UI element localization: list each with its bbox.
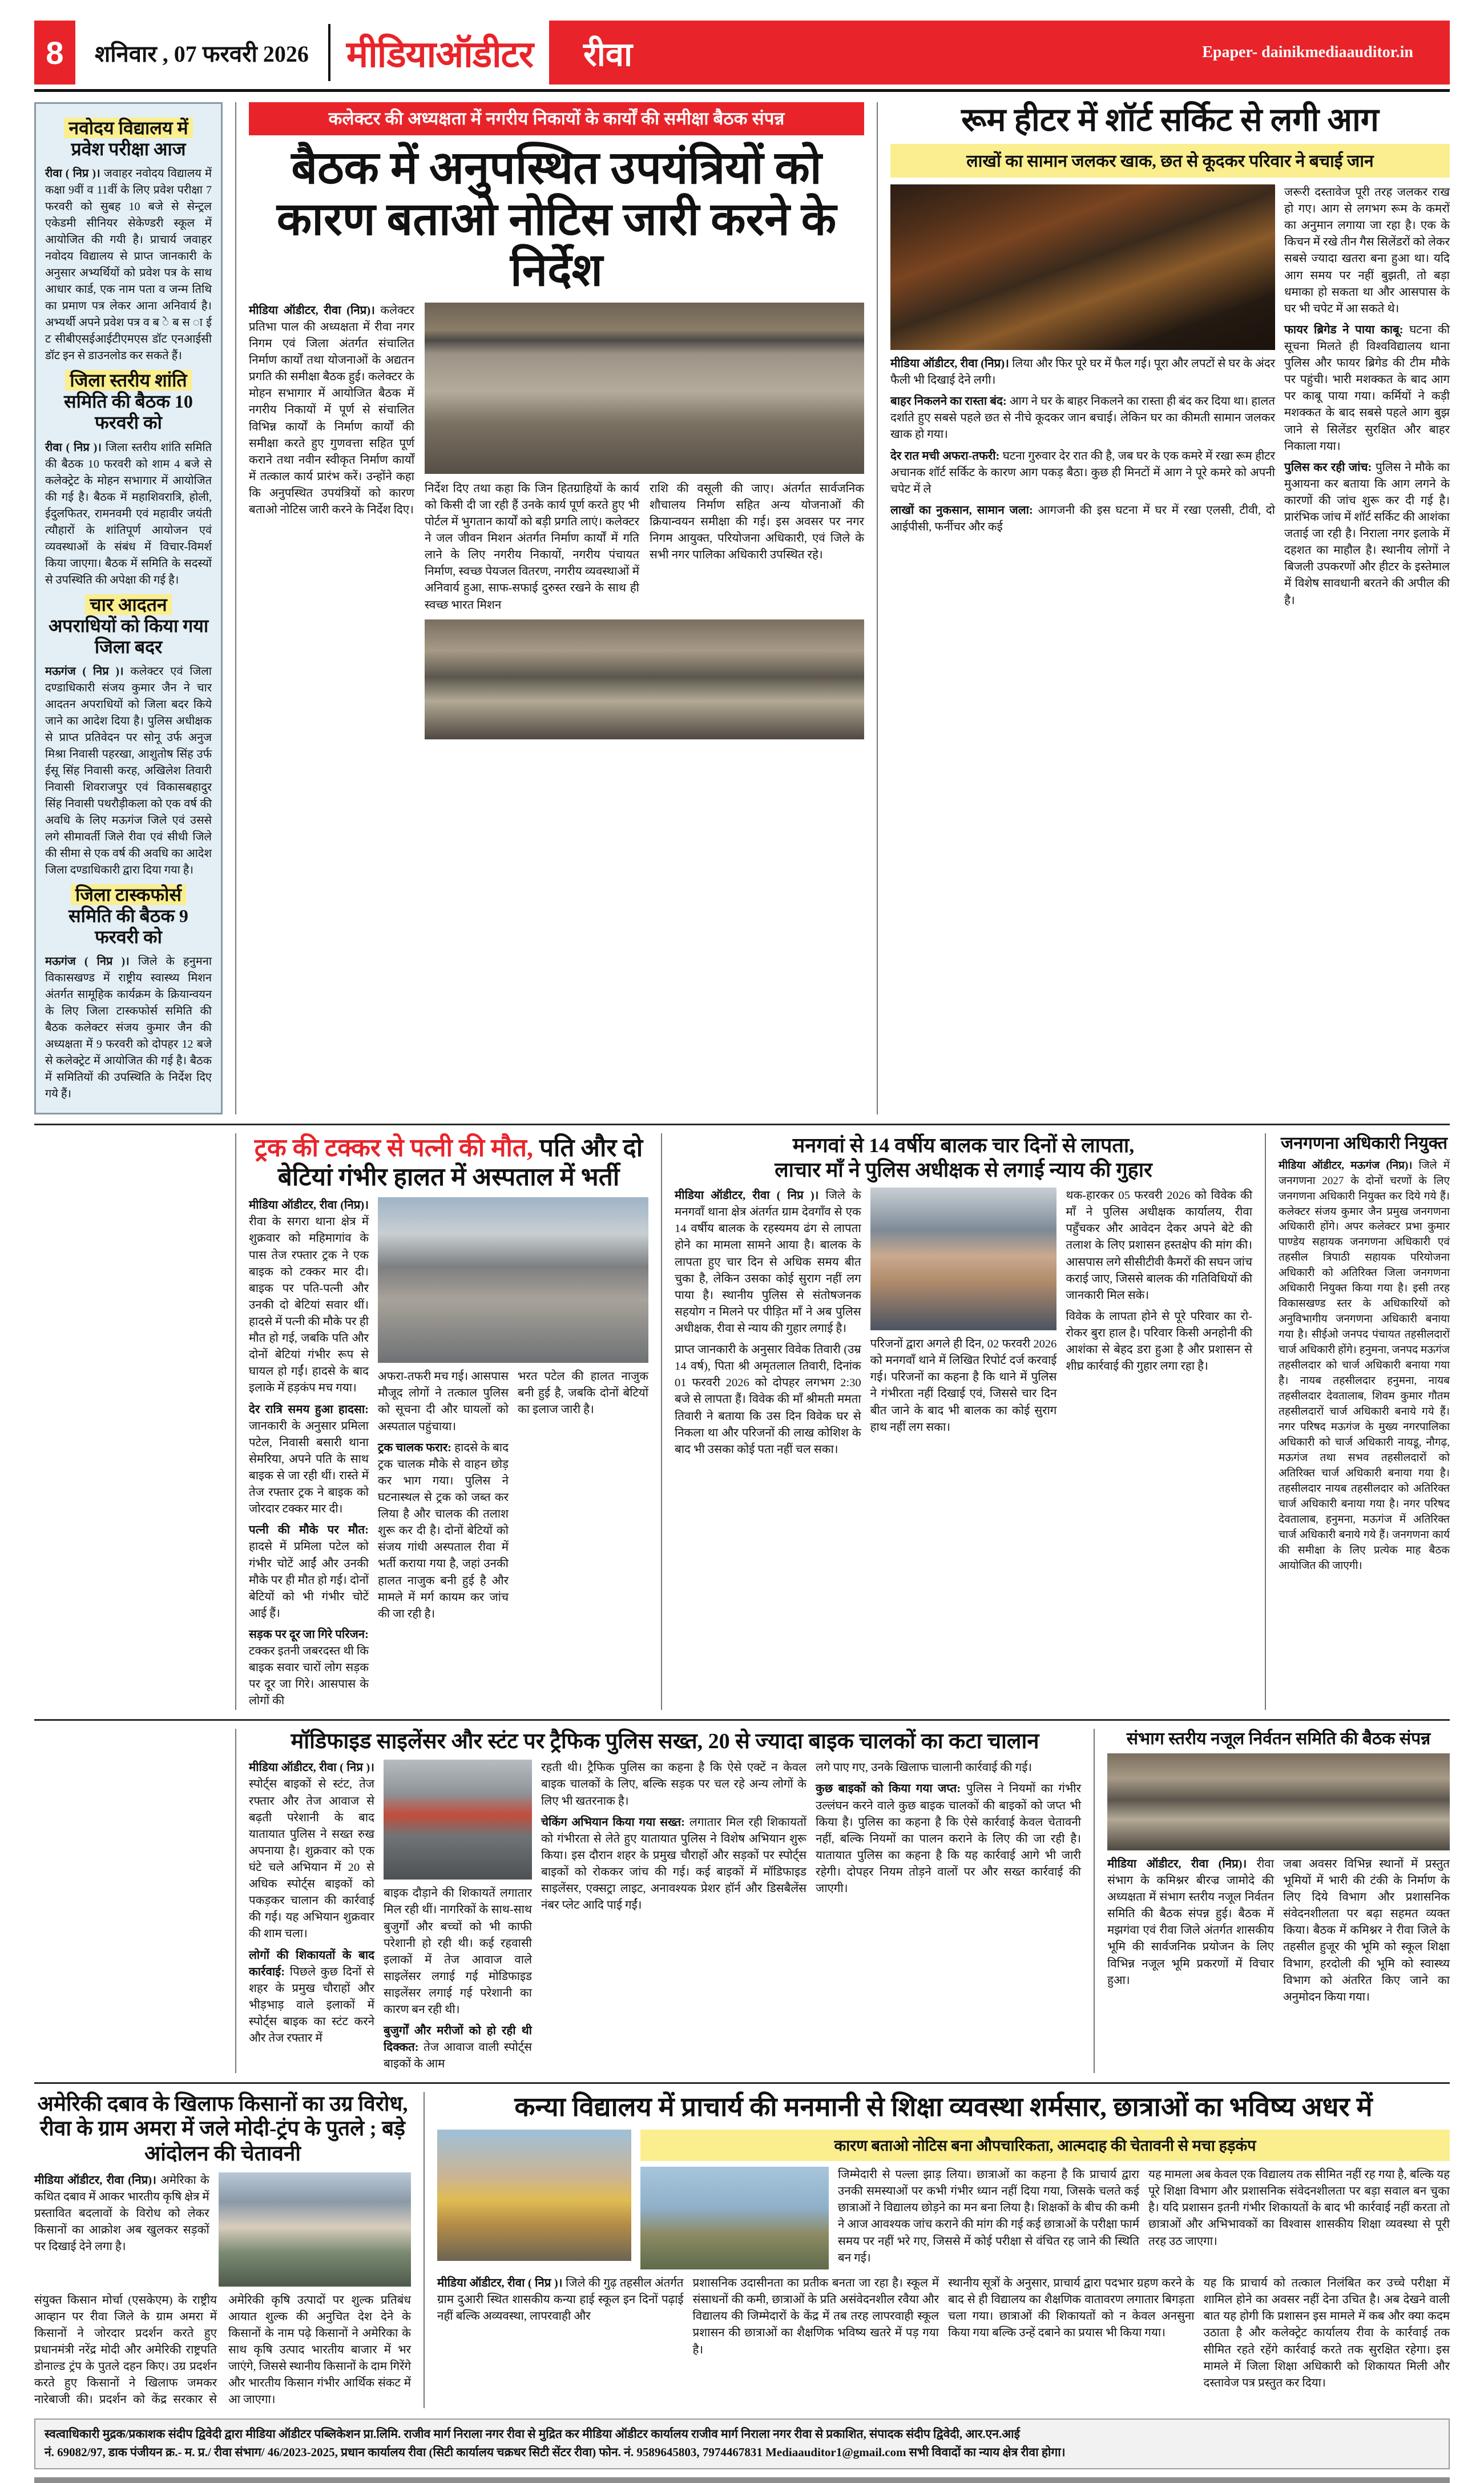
- footer-imprint: [34, 2418, 1450, 2469]
- footer-line-2: नं. 69082/97, डाक पंजीयन क्र.- म. प्र./ रीवा संभाग/ 46/2023-2025, प्रधान कार्यालय रीवा (सिटी कार्यालय चक्रधर सिटी सेंटर रीवा) फोन. नं. 9589645803, 7974467831 Mediaauditor1@gmail.com सभी विवादों का न्याय क्षेत्र रीवा होगा।: [45, 2445, 1066, 2459]
- missing-boy-col2b: परिजनों द्वारा अगले ही दिन, 02 फरवरी 2026 को मनगवाँ थाने में लिखित रिपोर्ट दर्ज करवाई गई। परिजनों का कहना है कि थाने में पुलिस ने गंभीरता नहीं दिखाई एवं, जिससे चार दिन बीत जाने के बाद भी बालक का कोई सुराग हाथ नहीं लग सका।: [870, 1338, 1057, 1434]
- fire-sub-a-body: आग ने घर के बाहर निकलने का रास्ता ही बंद कर दिया था। हालत दर्शाते हुए सबसे पहले छत से नीचे कूदकर जान बचाई। लेकिन घर का कीमती सामान जलकर खाक हो गया।: [890, 395, 1275, 441]
- farmers-col1: [34, 2172, 209, 2256]
- lead-col1-text: कलेक्टर प्रतिभा पाल की अध्यक्षता में रीवा नगर निगम एवं जिला अंतर्गत संचालित निर्माण कार्यों तथा योजनाओं के अद्यतन प्रगति की समीक्षा बैठक हुई। कलेक्टर के मोहन सभागार में आयोजित बैठक में नगरीय निकायों में पूर्ण से संचालित विभिन्न कार्यों के निर्माण कार्यों की समीक्षा करते हुए गुणवत्ता सहित पूर्ण कराने तथा नवीन स्वीकृत निर्माण कार्यों में तत्काल कार्य प्रारंभ करें। उन्होंने कहा कि अनुपस्थित उपयंत्रियों को कारण बताओ नोटिस जारी करने के निर्देश दिए।: [249, 304, 415, 517]
- truck-headline: [249, 1133, 648, 1192]
- truck-sub-2: [249, 1522, 369, 1622]
- traffic-story: [249, 1729, 1081, 2073]
- column-divider: [1265, 1133, 1266, 1709]
- truck-sub-4: [378, 1440, 509, 1623]
- missing-boy-col1: [675, 1188, 861, 1337]
- truck-sub-4-title: ट्रक चालक फरार:: [378, 1441, 452, 1454]
- lead-headline: बैठक में अनुपस्थित उपयंत्रियों को कारण बताओ नोटिस जारी करने के निर्देश: [276, 143, 837, 296]
- traffic-col3a: रहती थी। ट्रैफिक पुलिस का कहना है कि ऐसे एक्टें न केवल बाइक चालकों के लिए, बल्कि सड़क पर चल रहे अन्य लोगों के लिए भी खतरनाक है।: [541, 1761, 806, 1808]
- top-section: [34, 102, 1450, 1114]
- sidebar-item-navodaya: [45, 118, 212, 364]
- sidebar-body: [45, 440, 212, 589]
- traffic-col1-text: स्पोर्ट्स बाइकों से स्टंट, तेज रफ्तार और तेज आवाज से बढ़ती परेशानी के बाद यातायात पुलिस ने सख्त रुख अपनाया है। शुक्रवार को एक घंटे चले अभियान में 20 से अधिक स्पोर्ट्स बाइकों को पकड़कर चालान की कार्रवाई की गई। यह अभियान शुक्रवार की शाम चला।: [249, 1778, 374, 1941]
- lead-story: [249, 102, 864, 1114]
- sidebar-headline-rest: समिति की बैठक 10 फरवरी को: [64, 391, 193, 433]
- sidebar-body-text: जिले के हनुमना विकासखण्ड में राष्ट्रीय स्वास्थ्य मिशन अंतर्गत सामूहिक कार्यक्रम के क्रियान्वयन के लिए जिला टास्कफोर्स समिति की बैठक कलेक्टर संजय कुमार जैन की अध्यक्षता में 9 फरवरी को दोपहर 12 बजे से कलेक्ट्रेट में आयोजित की गई है। बैठक में समितियों की उपस्थिति के निर्देश दिए गये हैं।: [45, 955, 212, 1101]
- column-divider: [877, 102, 878, 1114]
- school-col4b: यह कि प्राचार्य को तत्काल निलंबित कर उच्चे परीक्षा में शामिल होने का अवसर नहीं देना उचित है। अब देखने वाली बात यह होगी कि प्रशासन इस मामले में कब और क्या कदम उठाता है और कलेक्ट्रेट कार्यालय रीवा के कार्रवाई तक सीमित रहते रहेंगे कार्रवाई करते तक सुरक्षित रहेगा। इस मामले में जिला शिक्षा अधिकारी को शिकायत मिली और दस्तावेज पत्र प्रस्तुत कर दिया।: [1203, 2277, 1450, 2389]
- sidebar-headline-rest: समिति की बैठक 9 फरवरी को: [68, 905, 188, 948]
- truck-body-col1: [249, 1197, 369, 1397]
- sidebar-headline-rest: प्रवेश परीक्षा आज: [71, 139, 186, 160]
- sidebar-body: [45, 953, 212, 1102]
- edition-bar: [549, 21, 1450, 84]
- sidebar-body: [45, 166, 212, 364]
- fire-sub-c-body: आगजनी की इस घटना में घर में रखा एलसी, टीवी, दो आईपीसी, फर्नीचर और कई: [890, 504, 1275, 533]
- traffic-sub-2-body: तेज आवाज वाली स्पोर्ट्स बाइकों के आम: [384, 2041, 532, 2071]
- section-divider: [34, 2082, 1450, 2084]
- farmers-protest-story: [34, 2092, 411, 2409]
- school-col1: [437, 2275, 684, 2325]
- sidebar-item-taskforce: [45, 884, 212, 1102]
- truck-headline-red: ट्रक की टक्कर से पत्नी की मौत,: [254, 1134, 533, 1162]
- lead-photo-officials: [425, 619, 864, 739]
- column-divider: [235, 1133, 236, 1709]
- fire-sub-c: [890, 502, 1275, 536]
- middle-left-spacer: [34, 1133, 223, 1709]
- fire-sub-3: [1284, 460, 1450, 609]
- dateline: रीवा ( निप्र )।: [45, 167, 100, 180]
- section-divider: [34, 1719, 1450, 1721]
- census-headline: जनगणना अधिकारी नियुक्त: [1281, 1134, 1447, 1153]
- sidebar-headline: [45, 370, 212, 433]
- fire-sub-2-title: फायर ब्रिगेड ने पाया काबू:: [1284, 323, 1404, 336]
- page-number-badge: [34, 21, 75, 84]
- fire-photo-burnt-room: [890, 184, 1275, 350]
- masthead: [34, 21, 1450, 84]
- fire-body-col-right: जरूरी दस्तावेज पूरी तरह जलकर राख हो गए। आग से लगभग रूम के कमरों का अनुमान लगाया जा रहा है। एक के किचन में रखे तीन गैस सिलेंडरों को लेकर सबसे ज्यादा खतरा बना हुआ था। यदि आग समय पर नहीं बुझती, तो बड़ा धमाका हो सकता था और आसपास के घर भी चपेट में आ सकते थे।: [1284, 186, 1450, 315]
- sidebar-headline: [45, 594, 212, 658]
- lead-kicker: कलेक्टर की अध्यक्षता में नगरीय निकायों के कार्यों की समीक्षा बैठक संपन्न: [249, 102, 864, 135]
- fire-sub-c-title: लाखों का नुकसान, सामान जला:: [890, 504, 1033, 517]
- fire-sub-b-body: घटना गुरुवार देर रात की है, जब घर के एक कमरे में रखा रूम हीटर अचानक शॉर्ट सर्किट के कारण आग पकड़ बैठा। कुछ ही मिनटों में आग ने पूरे कमरे को अपनी चपेट में ले: [890, 449, 1275, 496]
- middle-section: [34, 1133, 1450, 1709]
- missing-boy-col3a: थक-हारकर 05 फरवरी 2026 को विवेक की माँ ने पुलिस अधीक्षक कार्यालय, रीवा पहुँचकर और आवेदन देकर अपने बेटे की तलाश के लिए प्रशासन हस्तक्षेप की मांग की। आसपास लगे सीसीटीवी कैमरों की सघन जांच कराई जाए, जिससे बालक की गतिविधियों की जानकारी मिल सके।: [1066, 1189, 1253, 1302]
- edition-name: रीवा: [583, 35, 632, 73]
- truck-photo-accident: [378, 1197, 648, 1363]
- column-divider: [1094, 1729, 1095, 2073]
- divisional-col1: [1107, 1856, 1274, 1989]
- truck-body-col2a: अफरा-तफरी मच गई। आसपास मौजूद लोगों ने तत्काल पुलिस को सूचना दी और घायलों को अस्पताल पहुंचाया।: [378, 1370, 509, 1433]
- missing-boy-headline: [675, 1133, 1252, 1182]
- traffic-section: [34, 1729, 1450, 2073]
- sidebar-headline: [45, 118, 212, 160]
- fire-sub-b-title: देर रात मची अफरा-तफरी:: [890, 449, 1000, 462]
- sidebar-headline-highlight: जिला स्तरीय शांति: [65, 370, 191, 391]
- school-col3b: जिम्मेदारी से पल्ला झाड़ लिया। छात्राओं का कहना है कि प्राचार्य द्वारा उनकी समस्याओं पर कभी गंभीर ध्यान नहीं दिया गया, जिसके चलते कई छात्राओं ने विद्यालय छोड़ने का मन बना लिया है। शिक्षकों के बीच की कमी ने आज आवश्यक जांच कराने की मांग की गई कई छात्राओं के परीक्षा फार्म समय पर नहीं भरे गए, जिससे में कोई परीक्षा से वंचित रह जाने की स्थिति बन गई।: [838, 2168, 1139, 2264]
- column-divider: [661, 1133, 662, 1709]
- traffic-sub-4: [816, 1781, 1081, 1897]
- dateline: मीडिया ऑडीटर, रीवा (निप्र)।: [1107, 1857, 1247, 1870]
- farmers-col1-text: अमेरिका के कथित दबाव में आकर भारतीय कृषि क्षेत्र में प्रस्तावित बदलावों के विरोध को लेकर किसानों का आक्रोश अब खुलकर सड़कों पर दिखाई देने लगा है।: [34, 2174, 209, 2253]
- fire-col-mid-text: लिया और फिर पूरे घर में फैल गई। पूरा और लपटों से घर के अंदर फैली भी दिखाई देने लगी।: [890, 357, 1275, 387]
- traffic-sub-3: [541, 1814, 806, 1914]
- divisional-headline: संभाग स्तरीय नजूल निर्वतन समिति की बैठक संपन्न: [1126, 1729, 1431, 1748]
- sidebar-headline: [45, 884, 212, 948]
- epaper-url[interactable]: Epaper- dainikmediaauditor.in: [1202, 43, 1413, 61]
- sidebar-headline-highlight: नवोदय विद्यालय में: [64, 118, 192, 138]
- lead-body-col3: राशि की वसूली की जाए। अंतर्गत सार्वजनिक शौचालय निर्माण सहित अन्य योजनाओं की क्रियान्वयन समीक्षा की गई। इस अवसर पर नगर निगम आयुक्त, परियोजना अधिकारी, एवं जिले के सभी नगर पालिका अधिकारी उपस्थित रहे।: [650, 482, 864, 562]
- missing-boy-photo: [870, 1188, 1057, 1330]
- page-number: 8: [46, 34, 64, 71]
- traffic-sub-2: [384, 2023, 532, 2072]
- dateline: मीडिया ऑडीटर, रीवा (निप्र)।: [249, 304, 375, 317]
- divisional-photo-meeting: [1107, 1753, 1450, 1850]
- divisional-col1-text: रीवा संभाग के कमिश्नर बीरज्र जामोदे की अध्यक्षता में संभाग स्तरीय नजूल निर्वतन समिति की बैठक संपन्न हुई। बैठक में मझगंवा एवं रीवा जिले अंतर्गत शासकीय भूमि की सार्वजनिक प्रयोजन के लिए विभिन्न नजूल भूमि प्रकरणों में विचार हुआ।: [1107, 1857, 1275, 1987]
- masthead-underline: [34, 89, 1450, 92]
- missing-boy-col2a: प्राप्त जानकारी के अनुसार विवेक तिवारी (उम्र 14 वर्ष), पिता श्री अमृतलाल तिवारी, दिनांक 01 फरवरी 2026 को दोपहर लगभग 2:30 बजे से लापता हैं। विवेक की माँ श्रीमती ममता तिवारी ने बताया कि उस दिन विवेक घर से निकला था और परिजनों की लाख कोशिश के बाद भी उसका कोई पता नहीं चल सका।: [675, 1343, 861, 1456]
- left-sidebar: [34, 102, 223, 1114]
- sidebar-item-jila-badar: [45, 594, 212, 879]
- section-divider: [34, 1124, 1450, 1125]
- school-col2: प्रशासनिक उदासीनता का प्रतीक बनता जा रहा है। स्कूल में संसाधनों की कमी, छात्राओं के प्रति असंवेदनशील रवैया और विद्यालय की जिम्मेदारों के केंद्र में तब तरह लापरवाही स्कूल प्रशासन की छात्राओं का शैक्षणिक भविष्य खतरे में पड़ गया है।: [692, 2277, 939, 2356]
- truck-sub-1: [249, 1402, 369, 1518]
- traffic-col2a: बाइक दौड़ाने की शिकायतें लगातार मिल रही थीं। नागरिकों के साथ-साथ बुजुर्गों और बच्चों को भी काफी परेशानी हो रही थी। कई रहवासी इलाकों में तेज आवाज वाले साइलेंसर लगाई गई मोडिफाइड साइलेंसर लगाई गई परेशानी का कारण बन रही थी।: [384, 1887, 532, 2017]
- traffic-sub-3-title: चेकिंग अभियान किया गया सख्त:: [541, 1816, 685, 1829]
- census-body: [1279, 1158, 1450, 1574]
- sidebar-headline-rest: अपराधियों को किया गया जिला बदर: [48, 615, 209, 657]
- dateline: मीडिया ऑडीटर, रीवा ( निप्र )।: [437, 2277, 563, 2290]
- missing-boy-headline-l1: मनगवां से 14 वर्षीय बालक चार दिनों से लापता,: [792, 1134, 1135, 1157]
- fire-subhead: लाखों का सामान जलकर खाक, छत से कूदकर परिवार ने बचाई जान: [890, 144, 1450, 178]
- traffic-photo-bikes: [384, 1760, 532, 1880]
- school-photo-tree: [640, 2167, 829, 2269]
- missing-boy-col1-text: जिले के मनगवाँ थाना क्षेत्र अंतर्गत ग्राम देवगाँव से एक 14 वर्षीय बालक के रहस्यमय ढंग से लापता होने का मामला सामने आया है। बालक के लापता हुए चार दिन से अधिक समय बीत चुका है, लेकिन उसका कोई सुराग नहीं लग पाया है। स्थानीय पुलिस से संतोषजनक सहयोग न मिलने पर पीड़ित माँ ने अब पुलिस अधीक्षक, रीवा से न्याय की गुहार लगाई है।: [675, 1189, 861, 1335]
- dateline: मीडिया ऑडीटर, रीवा (निप्र)।: [34, 2174, 156, 2187]
- sidebar-body-text: जवाहर नवोदय विद्यालय में कक्षा 9वीं व 11वीं के लिए प्रवेश परीक्षा 7 फरवरी को सुबह 10 बजे से सेन्ट्रल एकेडमी सीनियर सेकेण्डरी स्कूल में आयोजित की गयी है। प्राचार्य जवाहर नवोदय विद्यालय से प्राप्त जानकारी के अनुसार अभ्यर्थियों को प्रवेश पत्र के साथ आधार कार्ड, एक नाम पता व जन्म तिथि का प्रमाण पत्र लेकर आना अनिवार्य है। अभ्यर्थी अपने प्रवेश पत्र व ब े ब स ा ई ट सीबीएसईआईटीएमएस डॉट एनआईसी डॉट इन से डाउनलोड कर सकते हैं।: [45, 167, 212, 363]
- fire-sub-a-title: बाहर निकलने का रास्ता बंद:: [890, 395, 1007, 408]
- truck-sub-3-title: सड़क पर दूर जा गिरे परिजन:: [249, 1628, 369, 1641]
- farmers-headline: अमेरिकी दबाव के खिलाफ किसानों का उग्र विरोध, रीवा के ग्राम अमरा में जले मोदी-ट्रंप के पुतले ; बड़े आंदोलन की चेतावनी: [37, 2092, 408, 2166]
- fire-headline: रूम हीटर में शॉर्ट सर्किट से लगी आग: [961, 102, 1379, 138]
- sidebar-body-text: कलेक्टर एवं जिला दण्डाधिकारी संजय कुमार जैन ने चार आदतन अपराधियों को जिला बदर किये जाने का आदेश दिया है। पुलिस अधीक्षक से प्राप्त प्रतिवेदन पर सोनू उर्फ अनुज मिश्रा निवासी पहरखा, आशुतोष सिंह उर्फ ईसू सिंह निवासी करह, अखिलेश तिवारी निवासी शिवराजपुर एवं विकासबहादुर सिंह निवासी पथरौड़ीकला को एक वर्ष की अवधि के लिए मऊगंज जिले एवं उससे लगे सीमावर्ती जिले रीवा एवं सीधी जिले की सीमा से एक वर्ष की अवधि का आदेश जिला दण्डाधिकारी द्वारा दिया गया है।: [45, 665, 212, 876]
- fire-sub-3-title: पुलिस कर रही जांच:: [1284, 461, 1372, 474]
- truck-sub-4-body: हादसे के बाद ट्रक चालक मौके से वाहन छोड़ कर भाग गया। पुलिस ने घटनास्थल से ट्रक को जब्त कर लिया है और चालक की तलाश शुरू कर दी है। दोनों बेटियों को संजय गांधी अस्पताल रीवा में भर्ती कराया गया है, जहां उनकी हालत नाजुक बनी हुई है और मामले में मर्ग कायम कर जांच की जा रही है।: [378, 1441, 509, 1620]
- dateline: मीडिया ऑडीटर, रीवा ( निप्र )।: [249, 1761, 374, 1774]
- school-col4a: यह मामला अब केवल एक विद्यालय तक सीमित नहीं रह गया है, बल्कि यह पूरे शिक्षा विभाग और प्रशासनिक संवेदनशीलता पर बड़ा सवाल बन चुका है। यदि प्रशासन इतनी गंभीर शिकायतों के बाद भी कार्रवाई नहीं करता तो छात्राओं और अभिभावकों का विश्वास शासकीय शिक्षा व्यवस्था से पूरी तरह उठ जाएगा।: [1148, 2168, 1450, 2248]
- dateline: मीडिया ऑडीटर, मऊगंज (निप्र)।: [1279, 1159, 1413, 1172]
- dateline: रीवा ( निप्र )।: [45, 441, 102, 454]
- lead-body-col2: निर्देश दिए तथा कहा कि जिन हितग्राहियों के कार्य को किसी दी जा रही हैं उनके कार्य पूर्ण करते हुए भी पोर्टल में भुगतान कार्यों को बड़ी प्रगति लाएं। कलेक्टर ने जल जीवन मिशन अंतर्गत निर्माण कार्यों में गति लाने के लिए नगरीय निकायों, नगरीय पंचायत निर्माण, स्वच्छ पेयजल वितरण, नगरीय व्यवस्थाओं में अनिवार्य हुआ, साफ-सफाई दुरुस्त रखने के साथ ही स्वच्छ भारत मिशन: [425, 482, 639, 611]
- truck-sub-3-body: टक्कर इतनी जबरदस्त थी कि बाइक सवार चारों लोग सड़क पर दूर जा गिरे। आसपास के लोगों की: [249, 1645, 369, 1708]
- fire-sub-b: [890, 448, 1275, 498]
- fire-sub-3-body: पुलिस ने मौके का मुआयना कर बताया कि आग लगने के कारणों की जांच शुरू कर दी गई है। प्रारंभिक जांच में शॉर्ट सर्किट की आशंका जताई जा रही है। निराला नगर इलाके में दहशत का माहौल है। स्थानीय लोगों ने बिजली उपकरणों और हीटर के इस्तेमाल में विशेष सावधानी बरतने की अपील की है।: [1284, 461, 1450, 607]
- school-col3a: स्थानीय सूत्रों के अनुसार, प्राचार्य द्वारा पदभार ग्रहण करने के बाद से ही विद्यालय का शैक्षणिक वातावरण लगातार बिगड़ता चला गया। छात्राओं की शिकायतों को न केवल अनसुना किया गया बल्कि उन्हें दबाने का प्रयास भी किया गया।: [948, 2277, 1195, 2340]
- traffic-col4a: लगे पाए गए, उनके खिलाफ चालानी कार्रवाई की गई।: [816, 1761, 1033, 1774]
- missing-boy-headline-l2: लाचार माँ ने पुलिस अधीक्षक से लगाई न्याय की गुहार: [775, 1158, 1152, 1181]
- missing-boy-story: [675, 1133, 1252, 1709]
- traffic-left-spacer: [34, 1729, 223, 2073]
- school-headline: कन्या विद्यालय में प्राचार्य की मनमानी से शिक्षा व्यवस्था शर्मसार, छात्राओं का भविष्य अधर में: [514, 2092, 1373, 2122]
- lead-body-col1: [249, 303, 414, 518]
- footer-bar: [34, 2477, 1450, 2483]
- truck-sub-1-title: देर रात्रि समय हुआ हादसा:: [249, 1403, 369, 1416]
- publication-date: शनिवार , 07 फरवरी 2026: [95, 41, 309, 67]
- sidebar-headline-highlight: चार आदतन: [85, 594, 171, 615]
- school-story: [437, 2092, 1450, 2409]
- truck-body-col3: भरत पटेल की हालत नाजुक बनी हुई है, जबकि दोनों बेटियों का इलाज जारी है।: [518, 1370, 648, 1416]
- footer-line-1: स्वत्वाधिकारी मुद्रक/प्रकाशक संदीप द्विवेदी द्वारा मीडिया ऑडीटर पब्लिकेशन प्रा.लिमि. राजीव मार्ग निराला नगर रीवा से मुद्रित कर मीडिया ऑडीटर कार्यालय राजीव मार्ग निराला नगर रीवा से प्रकाशित, संपादक संदीप द्विवेदी, आर.एन.आई: [45, 2427, 1020, 2441]
- dateline: मीडिया ऑडीटर, रीवा (निप्र)।: [249, 1199, 369, 1212]
- missing-boy-col3b: विवेक के लापता होने से पूरे परिवार का रो-रोकर बुरा हाल है। परिवार किसी अनहोनी की आशंका से बेहद डरा हुआ है और प्रशासन से शीघ्र कार्रवाई की गुहार लगा रहा है।: [1066, 1310, 1253, 1373]
- truck-sub-3: [249, 1627, 369, 1710]
- traffic-sub-4-body: पुलिस ने नियमों का गंभीर उल्लंघन करने वाले कुछ बाइक चालकों की बाइकों को जप्त भी किया है। पुलिस का कहना है कि ऐसे कार्रवाई केवल चेतावनी नहीं, बल्कि नियमों का पालन कराने के लिए की जा रही है। यातायात पुलिस का कहना है कि यह कार्रवाई आगे भी जारी रहेगी। दोपहर नियम तोड़ने वालों पर और सख्त कार्रवाई की जाएगी।: [816, 1782, 1082, 1896]
- fire-story: [890, 102, 1450, 1114]
- traffic-col1: [249, 1760, 374, 1942]
- newspaper-page: [0, 21, 1484, 2483]
- traffic-sub-4-title: कुछ बाइकों को किया गया जप्त:: [816, 1782, 961, 1796]
- dateline: मीडिया ऑडीटर, रीवा (निप्र)।: [890, 357, 1009, 370]
- sidebar-body: [45, 663, 212, 879]
- fire-sub-2-body: घटना की सूचना मिलते ही विश्वविद्यालय थाना पुलिस और फायर ब्रिगेड की टीम मौके पर पहुंची। भारी मशक्कत के बाद आग पर काबू पाया गया। कर्मियों ने कड़ी मशक्कत के बाद सबसे पहले आग बुझ जाने से सिलेंडर सुरक्षित और बाहर निकाला गया।: [1284, 323, 1450, 453]
- column-divider: [235, 1729, 236, 2073]
- school-photo-building: [437, 2130, 631, 2261]
- dateline: मीडिया ऑडीटर, रीवा ( निप्र )।: [675, 1189, 819, 1202]
- truck-sub-2-title: पत्नी की मौके पर मौत:: [249, 1524, 369, 1537]
- census-story: [1279, 1133, 1450, 1709]
- traffic-sub-1-body: पिछले कुछ दिनों से शहर के प्रमुख चौराहों और भीड़भाड़ वाले इलाकों में स्पोर्ट्स बाइक का स्टंट करने और तेज रफ्तार में: [249, 1965, 374, 2045]
- fire-body-col-mid: [890, 356, 1275, 389]
- farmers-photo-protest: [219, 2172, 411, 2287]
- census-body-text: जिले में जनगणना 2027 के दोनों चरणों के लिए जनगणना अधिकारी नियुक्त कर दिये गये हैं। कलेक्टर संजय कुमार जैन प्रमुख जनगणना अधिकारी होंगे। अपर कलेक्टर प्रभा कुमार पाण्डेय सहायक जनगणना अधिकारी एवं तहसील त्रिपाठी सहायक परियोजना अधिकारी को अतिरिक्त जिला जनगणना अधिकारी नियुक्त किया गया है। इसी तरह विकासखण्ड स्तर के अधिकारियों को अनुविभागीय जनगणना अधिकारी बनाया गया है। सीईओ जनपद पंचायत तहसीलदारों चार्ज अधिकारी होंगे। हनुमना, जनपद मऊगंज तहसीलदार को चार्ज अधिकारी बनाया गया है। नायब तहसीलदार हनुमना, नायब तहसीलदार देवतालाब, शिवम कुमार गौतम तहसीलदारों चार्ज अधिकारी बनाये गये हैं। नगर परिषद मऊगंज के मुख्य नगरपालिका अधिकारी को चार्ज अधिकारी नायडू, नौगढ़, मऊगंज तथा सभव तहसीलदारों को अतिरिक्त चार्ज अधिकारी बनाया गया है। तहसीलदार नायब तहसीलदार को अतिरिक्त चार्ज अधिकारी बनाया गया है। नगर परिषद देवतालाब, हनुमना, मऊगंज में अतिरिक्त चार्ज अधिकारी बनाये गये हैं। जनगणना कार्य की समीक्षा के लिए प्रत्येक माह बैठक आयोजित की जाएगी।: [1279, 1159, 1450, 1572]
- school-subhead: कारण बताओ नोटिस बना औपचारिकता, आत्मदाह की चेतावनी से मचा हड़कंप: [640, 2130, 1450, 2161]
- sidebar-headline-highlight: जिला टास्कफोर्स: [71, 884, 186, 905]
- truck-sub-1-body: जानकारी के अनुसार प्रमिला पटेल, निवासी बसारी थाना सेमरिया, अपने पति के साथ बाइक से जा रही थीं। रास्ते में तेज रफ्तार ट्रक ने बाइक को जोरदार टक्कर मार दी।: [249, 1419, 369, 1516]
- farmers-col2: संयुक्त किसान मोर्चा (एसकेएम) के राष्ट्रीय आव्हान पर रीवा जिले के ग्राम अमरा में किसानों ने जोरदार प्रदर्शन करते हुए प्रधानमंत्री नरेंद्र मोदी और अमेरिकी राष्ट्रपति डोनाल्ड ट्रंप के पुतले दहन किए। उग्र प्रदर्शन करते हुए किसानों ने खिलाफ जमकर नारेबाजी की। प्रदर्शन को केंद्र सरकार से अमेरिकी कृषि उत्पादों पर शुल्क प्रतिबंध आयात शुल्क की अनुचित देश देने के किसानों के नाम पढ़े किसानों ने अमेरिका के साथ कृषि उत्पाद भारतीय बाजार में भर जाएंगे, जिससे स्थानीय किसानों के दाम गिरेंगे और भारतीय किसान गंभीर आर्थिक संकट में आ जाएगा।: [34, 2293, 411, 2406]
- fire-sub-a: [890, 393, 1275, 443]
- truck-headline-black: पति और दो बेटियां गंभीर हालत में अस्पताल में भर्ती: [277, 1134, 643, 1192]
- traffic-sub-3-body: लगातार मिल रही शिकायतों को गंभीरता से लेते हुए यातायात पुलिस ने विशेष अभियान शुरू किया। इस दौरान शहर के प्रमुख चौराहों और सड़कों पर स्पोर्ट्स बाइकों को रोककर जांच की गई। कई बाइकों में मॉडिफाइड साइलेंसर, एक्सट्रा लाइट, अनावश्यक प्रेशर हॉर्न और डिसबैलेंस नंबर प्लेट आदि पाई गईं।: [541, 1816, 806, 1912]
- divisional-committee-story: [1107, 1729, 1450, 2073]
- traffic-sub-1: [249, 1947, 374, 2047]
- school-col1-text: जिले की गुढ़ तहसील अंतर्गत ग्राम दुआरी स्थित शासकीय कन्या हाई स्कूल इन दिनों पढ़ाई नहीं बल्कि अव्यवस्था, लापरवाही और: [437, 2277, 684, 2323]
- truck-accident-story: [249, 1133, 648, 1709]
- traffic-sub-2-title: बुजुर्गों और मरीजों को हो रही थी दिक्कत:: [384, 2025, 532, 2054]
- dateline: मऊगंज ( निप्र )।: [45, 665, 124, 678]
- divisional-col2: जबा अवसर विभिन्न स्थानों में प्रस्तुत भूमियों में भारी की टंकी के निर्माण के लिए दिये विभाग और प्रशासनिक संवेदनशीलता पर बढ़ा सहमत व्यक्त किया। बैठक में कमिश्नर ने रीवा जिले के तहसील हुजूर की भूमि को स्कूल शिक्षा विभाग, हरदोली की भूमि को स्वास्थ्य विभाग को अंतरित किए जाने का अनुमोदन किया गया।: [1283, 1857, 1450, 2003]
- fire-sub-2: [1284, 322, 1450, 455]
- column-divider: [424, 2092, 425, 2409]
- lead-photo-meeting: [425, 303, 864, 474]
- traffic-sub-1-title: लोगों की शिकायतों के बाद कार्रवाई:: [249, 1949, 374, 1978]
- bottom-section: [34, 2092, 1450, 2409]
- newspaper-logo: मीडियाऑडीटर: [346, 34, 533, 75]
- traffic-headline: मॉडिफाइड साइलेंसर और स्टंट पर ट्रैफिक पुलिस सख्त, 20 से ज्यादा बाइक चालकों का कटा चालान: [291, 1729, 1039, 1753]
- truck-sub-2-body: हादसे में प्रमिला पटेल को गंभीर चोटें आईं और उनकी मौके पर ही मौत हो गई। दोनों बेटियों को भी गंभीर चोटें आई हैं।: [249, 1540, 369, 1620]
- truck-col1-text: रीवा के सगरा थाना क्षेत्र में शुक्रवार को महिमागांव के पास तेज रफ्तार ट्रक ने एक बाइक को टक्कर मार दी। बाइक पर पति-पत्नी और उनकी दो बेटियां सवार थीं। हादसे में पत्नी की मौके पर ही मौत हो गई, जबकि पति और दोनों बेटियां गंभीर रूप से घायल हो गईं। हादसे के बाद इलाके में हड़कंप मच गया।: [249, 1216, 369, 1395]
- dateline: मऊगंज ( निप्र )।: [45, 955, 130, 968]
- sidebar-body-text: जिला स्तरीय शांति समिति की बैठक 10 फरवरी को शाम 4 बजे से कलेक्ट्रेट के मोहन सभागार में आयोजित की गई है। बैठक में महाशिवरात्रि, होली, ईदुलफितर, रामनवमी एवं महावीर जयंती त्यौहारों के शांतिपूर्ण आयोजन एवं व्यवस्थाओं के संबंध में विचार-विमर्श किया जाएगा। बैठक में समिति के सदस्यों से उपस्थिति की अपेक्षा की गई है।: [45, 441, 212, 586]
- sidebar-item-shanti-samiti: [45, 370, 212, 588]
- column-divider: [235, 102, 236, 1114]
